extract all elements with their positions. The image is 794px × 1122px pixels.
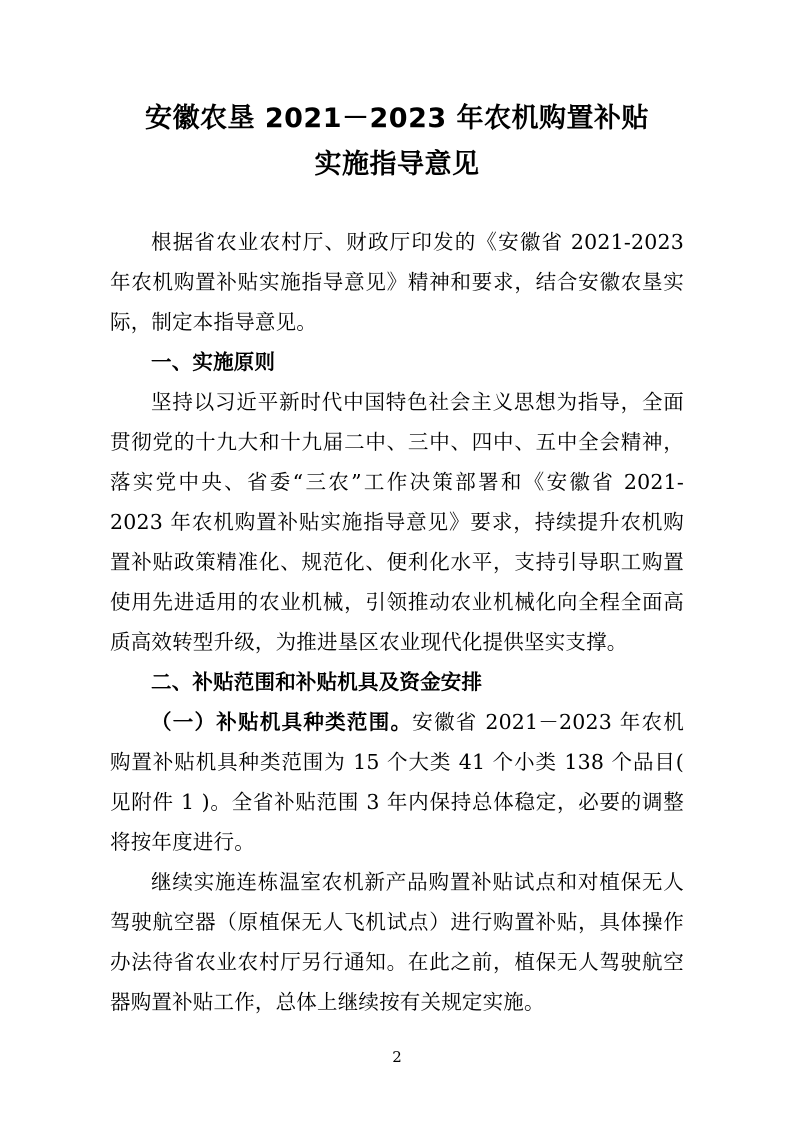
page-number: 2 — [392, 1048, 402, 1066]
paragraph-intro: 根据省农业农村厅、财政厅印发的《安徽省 2021-2023 年农机购置补贴实施指导意见》精神和要求，结合安徽农垦实际，制定本指导意见。 — [110, 230, 684, 334]
document-body — [110, 222, 684, 1022]
section-heading-2: 二、补贴范围和补贴机具及资金安排 — [151, 670, 483, 694]
section-heading-1: 一、实施原则 — [151, 350, 276, 374]
paragraph-scope-text: 安徽省 2021－2023 年农机购置补贴机具种类范围为 15 个大类 41 个小类 138 个品目( 见附件 1 )。全省补贴范围 3 年内保持总体稳定，必要的调整将按年度进行。 — [110, 710, 684, 854]
page-title-line-2: 实施指导意见 — [314, 149, 480, 180]
page-title — [110, 96, 684, 188]
paragraph-pilot: 继续实施连栋温室农机新产品购置补贴试点和对植保无人驾驶航空器（原植保无人飞机试点）进行购置补贴，具体操作办法待省农业农村厅另行通知。在此之前，植保无人驾驶航空器购置补贴工作，总体上继续按有关规定实施。 — [110, 870, 684, 1014]
paragraph-scope — [110, 702, 684, 862]
page-title-line-1: 安徽农垦 2021－2023 年农机购置补贴 — [144, 103, 650, 134]
paragraph-scope-lead: （一）补贴机具种类范围。 — [151, 710, 413, 734]
paragraph-principles: 坚持以习近平新时代中国特色社会主义思想为指导，全面贯彻党的十九大和十九届二中、三中、四中、五中全会精神，落实党中央、省委“三农”工作决策部署和《安徽省 2021-2023 年农机购置补贴实施指导意见》要求，持续提升农机购置补贴政策精准化、规范化、便利化水平，支持引导职工购置使用先进适用的农业机械，引领推动农业机械化向全程全面高质高效转型升级，为推进垦区农业现代化提供坚实支撑。 — [110, 390, 684, 654]
